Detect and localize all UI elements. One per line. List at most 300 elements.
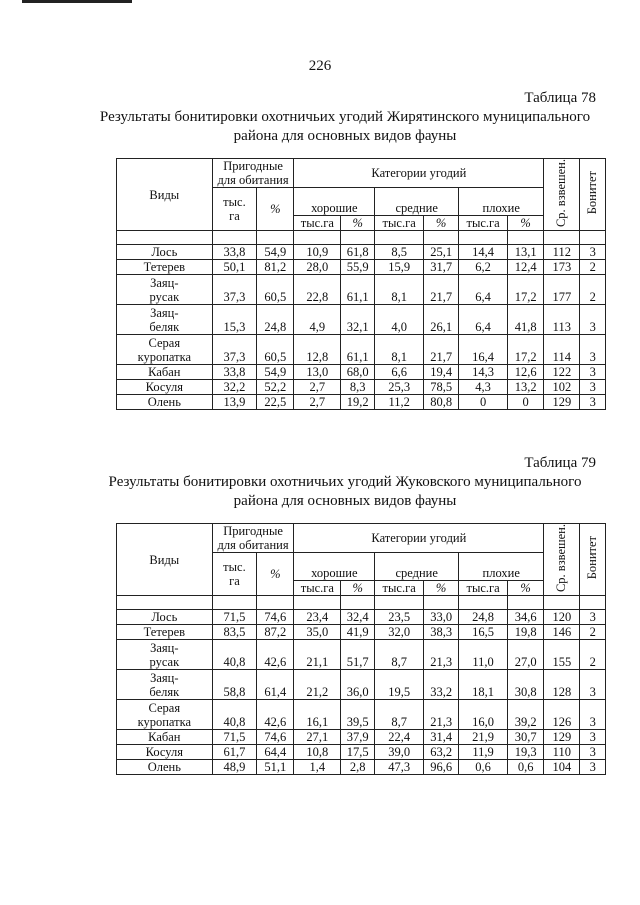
value-cell: 0,6 — [459, 760, 508, 775]
value-cell: 8,7 — [375, 640, 424, 670]
caption-line-1: Результаты бонитировки охотничьих угодий Жуковского муниципального — [108, 474, 582, 490]
empty-cell — [375, 231, 424, 245]
value-cell: 8,5 — [375, 245, 424, 260]
empty-cell — [459, 231, 508, 245]
value-cell: 50,1 — [212, 260, 257, 275]
value-cell: 17,2 — [508, 275, 544, 305]
value-cell: 71,5 — [212, 730, 257, 745]
empty-cell — [459, 596, 508, 610]
header-text: Бонитет — [585, 536, 600, 580]
species-name-cell — [117, 335, 213, 365]
species-name: Косуля — [145, 380, 183, 395]
empty-cell — [117, 231, 213, 245]
value-cell: 3 — [580, 610, 606, 625]
value-cell: 41,8 — [508, 305, 544, 335]
table-row — [117, 760, 606, 775]
column-header-medium — [375, 553, 459, 581]
value-cell: 74,6 — [257, 730, 294, 745]
value-cell: 19,2 — [341, 395, 375, 410]
table-79-caption — [95, 473, 595, 511]
value-cell: 41,9 — [341, 625, 375, 640]
value-cell: 4,3 — [459, 380, 508, 395]
value-cell: 30,8 — [508, 670, 544, 700]
value-cell: 21,7 — [424, 335, 459, 365]
value-cell: 83,5 — [212, 625, 257, 640]
value-cell: 14,4 — [459, 245, 508, 260]
value-cell: 42,6 — [257, 640, 294, 670]
value-cell: 28,0 — [294, 260, 341, 275]
value-cell: 0 — [508, 395, 544, 410]
value-cell: 40,8 — [212, 700, 257, 730]
value-cell: 8,1 — [375, 275, 424, 305]
value-cell: 19,5 — [375, 670, 424, 700]
species-name: Серая — [148, 336, 181, 351]
species-name: Лось — [151, 245, 178, 260]
value-cell: 3 — [580, 760, 606, 775]
header-row — [117, 524, 606, 553]
value-cell: 96,6 — [424, 760, 459, 775]
column-header-species — [117, 524, 213, 596]
value-cell: 21,2 — [294, 670, 341, 700]
value-cell: 36,0 — [341, 670, 375, 700]
column-header-bonitet — [580, 159, 606, 231]
value-cell: 37,3 — [212, 275, 257, 305]
value-cell: 34,6 — [508, 610, 544, 625]
value-cell: 39,0 — [375, 745, 424, 760]
value-cell: 3 — [580, 245, 606, 260]
value-cell: 10,8 — [294, 745, 341, 760]
value-cell: 13,1 — [508, 245, 544, 260]
value-cell: 30,7 — [508, 730, 544, 745]
species-name-cell — [117, 730, 213, 745]
value-cell: 15,9 — [375, 260, 424, 275]
value-cell: 87,2 — [257, 625, 294, 640]
species-name: куропатка — [137, 350, 192, 365]
value-cell: 42,6 — [257, 700, 294, 730]
empty-cell — [294, 231, 341, 245]
species-name-cell — [117, 760, 213, 775]
empty-cell — [508, 231, 544, 245]
value-cell: 19,3 — [508, 745, 544, 760]
species-name: Тетерев — [143, 625, 186, 640]
species-name-cell — [117, 380, 213, 395]
value-cell: 11,0 — [459, 640, 508, 670]
header-text: % — [435, 581, 447, 596]
value-cell: 22,8 — [294, 275, 341, 305]
header-text: тыс.га — [300, 581, 334, 596]
table-row — [117, 395, 606, 410]
value-cell: 19,8 — [508, 625, 544, 640]
value-cell: 61,4 — [257, 670, 294, 700]
value-cell: 17,2 — [508, 335, 544, 365]
column-header-thousand-ha — [375, 216, 424, 231]
header-text: % — [520, 216, 531, 231]
value-cell: 47,3 — [375, 760, 424, 775]
species-name: Кабан — [148, 730, 181, 745]
species-name: русак — [149, 655, 180, 670]
value-cell: 38,3 — [424, 625, 459, 640]
column-header-categories — [294, 159, 544, 188]
value-cell: 32,4 — [341, 610, 375, 625]
column-header-bonitet — [580, 524, 606, 596]
value-cell: 17,5 — [341, 745, 375, 760]
value-cell: 114 — [544, 335, 580, 365]
value-cell: 6,4 — [459, 275, 508, 305]
value-cell: 60,5 — [257, 335, 294, 365]
species-name-cell — [117, 395, 213, 410]
value-cell: 68,0 — [341, 365, 375, 380]
value-cell: 10,9 — [294, 245, 341, 260]
species-name: Кабан — [148, 365, 181, 380]
scan-edge-mark — [22, 0, 132, 3]
value-cell: 32,1 — [341, 305, 375, 335]
value-cell: 61,8 — [341, 245, 375, 260]
header-text: тыс.га — [466, 216, 500, 231]
empty-cell — [580, 596, 606, 610]
value-cell: 61,1 — [341, 335, 375, 365]
column-header-thousand-ha — [459, 216, 508, 231]
empty-cell — [257, 231, 294, 245]
empty-cell — [212, 596, 257, 610]
column-header-categories — [294, 524, 544, 553]
empty-cell — [117, 596, 213, 610]
value-cell: 25,1 — [424, 245, 459, 260]
column-header-percent — [424, 581, 459, 596]
value-cell: 63,2 — [424, 745, 459, 760]
empty-cell — [294, 596, 341, 610]
species-name: Серая — [148, 701, 181, 716]
value-cell: 155 — [544, 640, 580, 670]
value-cell: 2 — [580, 640, 606, 670]
value-cell: 4,0 — [375, 305, 424, 335]
value-cell: 31,7 — [424, 260, 459, 275]
empty-cell — [424, 596, 459, 610]
header-text: Ср. взвешен. — [554, 159, 569, 228]
species-name-cell — [117, 625, 213, 640]
value-cell: 14,3 — [459, 365, 508, 380]
table-row — [117, 365, 606, 380]
value-cell: 37,3 — [212, 335, 257, 365]
value-cell: 51,1 — [257, 760, 294, 775]
value-cell: 129 — [544, 395, 580, 410]
header-text: % — [352, 581, 363, 596]
value-cell: 3 — [580, 700, 606, 730]
header-text: % — [520, 581, 531, 596]
header-line: га — [229, 209, 240, 224]
species-name: Заяц- — [150, 306, 179, 321]
value-cell: 21,3 — [424, 700, 459, 730]
value-cell: 2,7 — [294, 395, 341, 410]
table-78-caption — [95, 108, 595, 146]
value-cell: 2 — [580, 275, 606, 305]
value-cell: 177 — [544, 275, 580, 305]
value-cell: 3 — [580, 670, 606, 700]
header-line: Пригодные — [223, 524, 283, 538]
value-cell: 16,0 — [459, 700, 508, 730]
value-cell: 22,4 — [375, 730, 424, 745]
value-cell: 15,3 — [212, 305, 257, 335]
value-cell: 12,8 — [294, 335, 341, 365]
value-cell: 11,2 — [375, 395, 424, 410]
species-name: русак — [149, 290, 180, 305]
table-79-label: Таблица 79 — [524, 455, 596, 471]
value-cell: 2,7 — [294, 380, 341, 395]
value-cell: 13,9 — [212, 395, 257, 410]
empty-cell — [257, 596, 294, 610]
header-line: для обитания — [217, 538, 289, 552]
header-line: га — [229, 574, 240, 589]
spacer-row — [117, 596, 606, 610]
header-text: % — [270, 202, 281, 217]
column-header-good — [294, 188, 375, 216]
value-cell: 12,6 — [508, 365, 544, 380]
table-row — [117, 640, 606, 670]
value-cell: 16,1 — [294, 700, 341, 730]
column-header-weighted — [544, 159, 580, 231]
value-cell: 3 — [580, 380, 606, 395]
value-cell: 120 — [544, 610, 580, 625]
table-row — [117, 730, 606, 745]
value-cell: 13,2 — [508, 380, 544, 395]
value-cell: 81,2 — [257, 260, 294, 275]
column-header-percent — [257, 553, 294, 596]
value-cell: 33,0 — [424, 610, 459, 625]
table-row — [117, 245, 606, 260]
value-cell: 173 — [544, 260, 580, 275]
header-text: плохие — [482, 201, 520, 216]
header-text: Категории угодий — [371, 531, 467, 545]
header-line: для обитания — [217, 173, 289, 187]
species-name: Заяц- — [150, 641, 179, 656]
table-row — [117, 700, 606, 730]
column-header-thousand-ha — [294, 216, 341, 231]
value-cell: 6,2 — [459, 260, 508, 275]
column-header-percent — [508, 216, 544, 231]
value-cell: 122 — [544, 365, 580, 380]
column-header-thousand-ha — [212, 188, 257, 231]
species-name-cell — [117, 610, 213, 625]
value-cell: 8,1 — [375, 335, 424, 365]
species-name-cell — [117, 275, 213, 305]
header-row — [117, 159, 606, 188]
value-cell: 2 — [580, 260, 606, 275]
value-cell: 13,0 — [294, 365, 341, 380]
column-header-suitable — [212, 159, 294, 188]
empty-cell — [341, 231, 375, 245]
value-cell: 3 — [580, 365, 606, 380]
value-cell: 40,8 — [212, 640, 257, 670]
column-header-species — [117, 159, 213, 231]
value-cell: 102 — [544, 380, 580, 395]
column-header-percent — [424, 216, 459, 231]
value-cell: 58,8 — [212, 670, 257, 700]
column-header-percent — [341, 581, 375, 596]
value-cell: 21,7 — [424, 275, 459, 305]
empty-cell — [580, 231, 606, 245]
header-text: Ср. взвешен. — [554, 524, 569, 593]
header-text: плохие — [482, 566, 520, 581]
value-cell: 52,2 — [257, 380, 294, 395]
table-row — [117, 380, 606, 395]
value-cell: 11,9 — [459, 745, 508, 760]
table-row — [117, 275, 606, 305]
empty-cell — [212, 231, 257, 245]
species-name: Олень — [147, 760, 181, 775]
column-header-percent — [341, 216, 375, 231]
column-header-thousand-ha — [459, 581, 508, 596]
header-text: Бонитет — [585, 171, 600, 215]
value-cell: 0,6 — [508, 760, 544, 775]
value-cell: 54,9 — [257, 365, 294, 380]
value-cell: 27,0 — [508, 640, 544, 670]
value-cell: 2,8 — [341, 760, 375, 775]
species-name: Тетерев — [143, 260, 186, 275]
table-row — [117, 305, 606, 335]
species-name-cell — [117, 700, 213, 730]
caption-line-1: Результаты бонитировки охотничьих угодий Жирятинского муниципального — [99, 109, 591, 125]
species-name: Заяц- — [150, 671, 179, 686]
bonitet-table-79 — [116, 523, 606, 775]
value-cell: 23,5 — [375, 610, 424, 625]
species-name: беляк — [149, 320, 180, 335]
species-name-cell — [117, 260, 213, 275]
value-cell: 18,1 — [459, 670, 508, 700]
value-cell: 129 — [544, 730, 580, 745]
page-number: 226 — [308, 58, 332, 74]
header-text: тыс.га — [382, 216, 416, 231]
header-text: % — [435, 216, 447, 231]
value-cell: 64,4 — [257, 745, 294, 760]
value-cell: 146 — [544, 625, 580, 640]
empty-cell — [508, 596, 544, 610]
species-name-cell — [117, 745, 213, 760]
species-name: беляк — [149, 685, 180, 700]
value-cell: 32,2 — [212, 380, 257, 395]
header-text: хорошие — [311, 201, 358, 216]
species-name-cell — [117, 670, 213, 700]
value-cell: 8,7 — [375, 700, 424, 730]
value-cell: 78,5 — [424, 380, 459, 395]
header-text: Виды — [149, 187, 180, 202]
header-text: % — [270, 567, 281, 582]
caption-line-2: района для основных видов фауны — [233, 493, 457, 509]
value-cell: 24,8 — [257, 305, 294, 335]
value-cell: 16,5 — [459, 625, 508, 640]
table-78-label: Таблица 78 — [524, 90, 596, 106]
species-name: Заяц- — [150, 276, 179, 291]
header-line: тыс. — [223, 195, 246, 210]
value-cell: 128 — [544, 670, 580, 700]
value-cell: 113 — [544, 305, 580, 335]
empty-cell — [341, 596, 375, 610]
species-name: Олень — [147, 395, 181, 410]
column-header-thousand-ha — [212, 553, 257, 596]
header-line: тыс. — [223, 560, 246, 575]
value-cell: 6,6 — [375, 365, 424, 380]
header-text: Виды — [149, 552, 180, 567]
species-name-cell — [117, 245, 213, 260]
value-cell: 0 — [459, 395, 508, 410]
value-cell: 54,9 — [257, 245, 294, 260]
header-text: тыс.га — [382, 581, 416, 596]
empty-cell — [544, 596, 580, 610]
bonitet-table-78 — [116, 158, 606, 410]
column-header-percent — [508, 581, 544, 596]
table-row — [117, 260, 606, 275]
header-text: тыс.га — [466, 581, 500, 596]
column-header-medium — [375, 188, 459, 216]
species-name: Лось — [151, 610, 178, 625]
header-line: Пригодные — [223, 159, 283, 173]
header-text: средние — [395, 201, 438, 216]
value-cell: 80,8 — [424, 395, 459, 410]
column-header-weighted — [544, 524, 580, 596]
value-cell: 3 — [580, 305, 606, 335]
header-text: средние — [395, 566, 438, 581]
value-cell: 16,4 — [459, 335, 508, 365]
table-row — [117, 610, 606, 625]
species-name: Косуля — [145, 745, 183, 760]
species-name: куропатка — [137, 715, 192, 730]
table-row — [117, 625, 606, 640]
value-cell: 104 — [544, 760, 580, 775]
value-cell: 6,4 — [459, 305, 508, 335]
caption-line-2: района для основных видов фауны — [233, 128, 457, 144]
column-header-bad — [459, 553, 544, 581]
value-cell: 27,1 — [294, 730, 341, 745]
value-cell: 71,5 — [212, 610, 257, 625]
value-cell: 74,6 — [257, 610, 294, 625]
value-cell: 22,5 — [257, 395, 294, 410]
column-header-good — [294, 553, 375, 581]
value-cell: 33,8 — [212, 365, 257, 380]
value-cell: 26,1 — [424, 305, 459, 335]
value-cell: 3 — [580, 730, 606, 745]
header-text: хорошие — [311, 566, 358, 581]
value-cell: 25,3 — [375, 380, 424, 395]
species-name-cell — [117, 640, 213, 670]
value-cell: 12,4 — [508, 260, 544, 275]
value-cell: 112 — [544, 245, 580, 260]
value-cell: 3 — [580, 745, 606, 760]
species-name-cell — [117, 305, 213, 335]
value-cell: 55,9 — [341, 260, 375, 275]
value-cell: 19,4 — [424, 365, 459, 380]
empty-cell — [375, 596, 424, 610]
empty-cell — [424, 231, 459, 245]
value-cell: 126 — [544, 700, 580, 730]
column-header-percent — [257, 188, 294, 231]
species-name-cell — [117, 365, 213, 380]
value-cell: 3 — [580, 395, 606, 410]
value-cell: 61,7 — [212, 745, 257, 760]
table-row — [117, 670, 606, 700]
header-text: тыс.га — [300, 216, 334, 231]
value-cell: 35,0 — [294, 625, 341, 640]
header-text: % — [352, 216, 363, 231]
column-header-thousand-ha — [375, 581, 424, 596]
value-cell: 37,9 — [341, 730, 375, 745]
value-cell: 39,5 — [341, 700, 375, 730]
value-cell: 31,4 — [424, 730, 459, 745]
column-header-suitable — [212, 524, 294, 553]
value-cell: 8,3 — [341, 380, 375, 395]
value-cell: 4,9 — [294, 305, 341, 335]
value-cell: 48,9 — [212, 760, 257, 775]
table-row — [117, 745, 606, 760]
value-cell: 21,3 — [424, 640, 459, 670]
value-cell: 1,4 — [294, 760, 341, 775]
